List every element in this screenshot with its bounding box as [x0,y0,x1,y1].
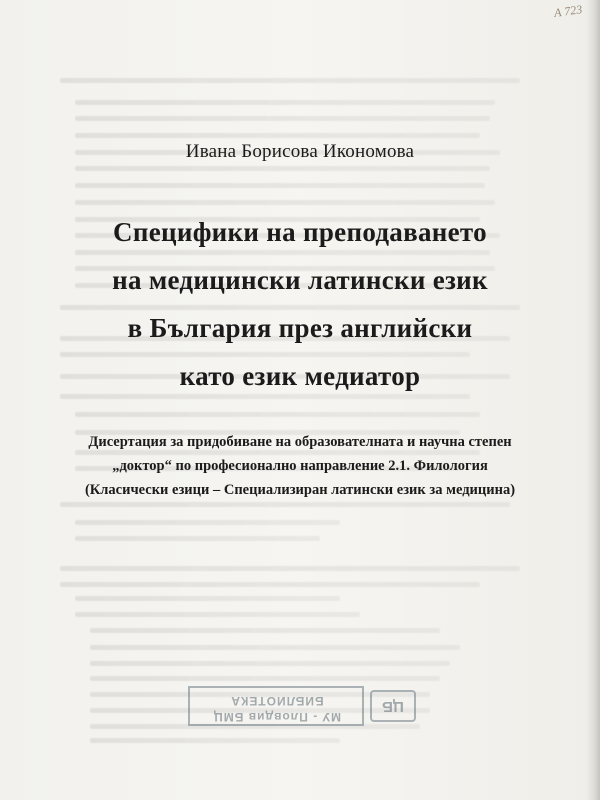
thesis-title [0,208,600,400]
ghost-text-line [75,520,340,525]
ghost-text-line [75,100,495,105]
ghost-text-line [90,645,460,650]
description-line: Дисертация за придобиване на образователната и научна степен [88,434,512,450]
stamp-number: ЦБ [370,690,416,722]
page-edge-shadow [586,0,600,800]
description-line: (Класически езици – Специализиран латински език за медицина) [84,482,516,498]
title-line: в България през английски [127,313,473,343]
ghost-text-line [60,502,510,507]
author-name: Ивана Борисова Икономова [185,141,415,162]
ghost-text-line [60,566,520,571]
description-line: „доктор“ по професионално направление 2.1. Филология [112,458,488,474]
ghost-text-line [75,536,320,541]
ghost-text-line [75,183,485,188]
ghost-text-line [90,676,440,681]
stamp-text-line: МУ - Пловдив БМЦ [213,710,342,724]
library-stamp [188,684,416,730]
stamp-text-line: БИБЛИОТЕКА [230,694,324,708]
ghost-text-line [75,166,490,171]
ghost-text-line [75,412,480,417]
ghost-text-line [60,582,480,587]
ghost-text-line [75,133,480,138]
ghost-text-line [75,612,360,617]
ghost-text-line [75,116,490,121]
thesis-description [0,430,600,502]
handwritten-corner-note: А 723 [552,2,583,20]
ghost-text-line [90,628,440,633]
title-line: Специфики на преподаването [113,217,487,247]
ghost-text-line [90,738,340,743]
ghost-text-line [90,661,450,666]
title-line: на медицински латински език [112,265,488,295]
ghost-text-line [60,78,520,83]
title-line: като език медиатор [179,361,421,391]
ghost-text-line [75,200,495,205]
ghost-text-line [75,596,340,601]
